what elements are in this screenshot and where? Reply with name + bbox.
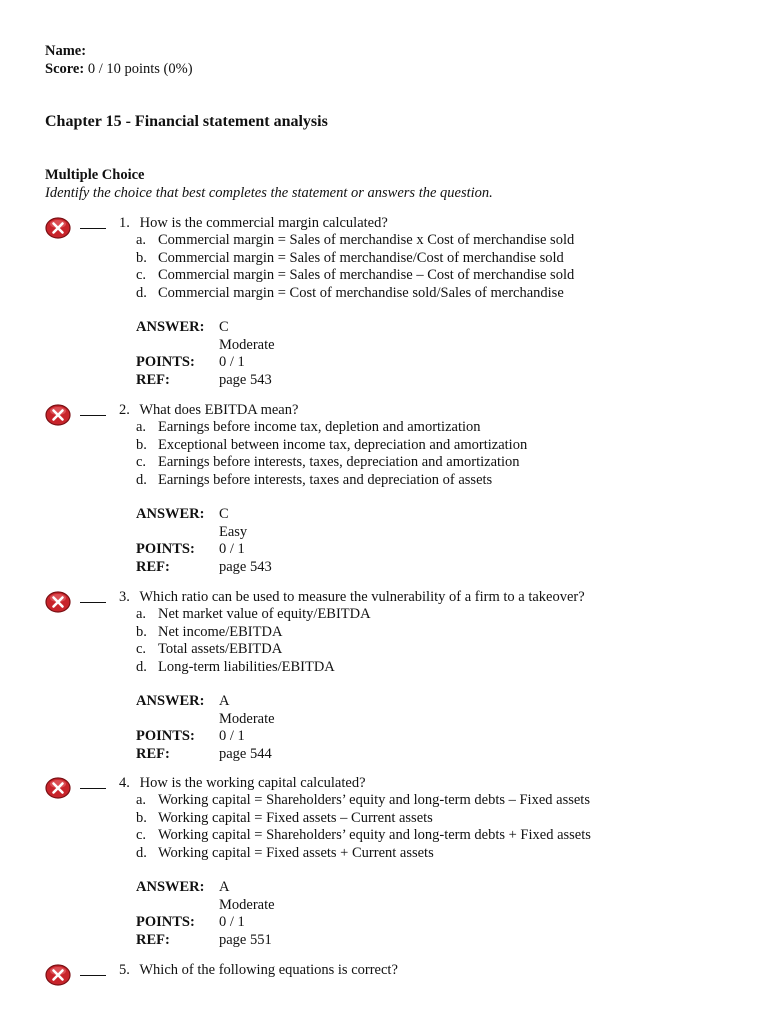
- question-number: 4.: [119, 775, 130, 791]
- choice-d: d. Commercial margin = Cost of merchandise sold/Sales of merchandise: [136, 284, 564, 301]
- answer-details: [136, 879, 275, 949]
- incorrect-icon: [45, 777, 71, 799]
- question-text: How is the working capital calculated?: [139, 775, 366, 791]
- ref-value: page 543: [219, 371, 272, 388]
- score-label: Score:: [45, 61, 85, 77]
- answer-value: A: [219, 693, 230, 709]
- ref-value: page 551: [219, 931, 272, 948]
- incorrect-icon: [45, 217, 71, 239]
- answer-value: C: [219, 506, 229, 522]
- answer-value: C: [219, 319, 229, 335]
- points-value: 0 / 1: [219, 914, 245, 930]
- answer-label: ANSWER:: [136, 879, 205, 895]
- question-text: What does EBITDA mean?: [139, 402, 299, 418]
- choice-list: [136, 419, 527, 489]
- ref-label: REF:: [136, 558, 170, 575]
- choice-b: b. Net income/EBITDA: [136, 623, 283, 640]
- choice-a: a. Working capital = Shareholders’ equity and long-term debts – Fixed assets: [136, 792, 590, 808]
- points-value: 0 / 1: [219, 728, 245, 744]
- ref-label: REF:: [136, 371, 170, 388]
- question-number: 5.: [119, 962, 130, 978]
- answer-details: [136, 693, 275, 763]
- incorrect-icon: [45, 964, 71, 986]
- answer-value: A: [219, 879, 230, 895]
- ref-label: REF:: [136, 931, 170, 948]
- points-label: POINTS:: [136, 354, 195, 370]
- question-number: 2.: [119, 402, 130, 418]
- choice-d: d. Earnings before interests, taxes and depreciation of assets: [136, 471, 493, 488]
- points-label: POINTS:: [136, 541, 195, 557]
- choice-c: c. Earnings before interests, taxes, depreciation and amortization: [136, 454, 520, 470]
- points-value: 0 / 1: [219, 354, 245, 370]
- choice-c: c. Commercial margin = Sales of merchandise – Cost of merchandise sold: [136, 267, 575, 283]
- choice-b: b. Working capital = Fixed assets – Current assets: [136, 809, 433, 826]
- incorrect-icon: [45, 591, 71, 613]
- choice-b: b. Commercial margin = Sales of merchandise/Cost of merchandise sold: [136, 249, 564, 266]
- choice-a: a. Net market value of equity/EBITDA: [136, 606, 371, 622]
- choice-list: [136, 606, 371, 676]
- question-text: How is the commercial margin calculated?: [139, 215, 388, 231]
- answer-blank[interactable]: [80, 774, 106, 789]
- choice-list: [136, 232, 574, 302]
- name-label: Name:: [45, 43, 87, 59]
- incorrect-icon: [45, 404, 71, 426]
- score-value: 0 / 10 points (0%): [87, 61, 193, 77]
- answer-details: [136, 319, 275, 389]
- difficulty-value: Moderate: [219, 896, 275, 913]
- choice-d: d. Long-term liabilities/EBITDA: [136, 658, 335, 675]
- difficulty-value: Moderate: [219, 710, 275, 727]
- choice-list: [136, 792, 591, 862]
- section-title: Multiple Choice: [45, 167, 145, 183]
- answer-blank[interactable]: [80, 401, 106, 416]
- ref-label: REF:: [136, 745, 170, 762]
- points-value: 0 / 1: [219, 541, 245, 557]
- answer-blank[interactable]: [80, 961, 106, 976]
- question-number: 3.: [119, 589, 130, 605]
- quiz-header: [45, 42, 193, 78]
- ref-value: page 543: [219, 558, 272, 575]
- question-text: Which of the following equations is correct?: [139, 962, 398, 978]
- answer-blank[interactable]: [80, 214, 106, 229]
- answer-label: ANSWER:: [136, 319, 205, 335]
- chapter-title: Chapter 15 - Financial statement analysis: [45, 113, 328, 130]
- choice-d: d. Working capital = Fixed assets + Current assets: [136, 844, 434, 861]
- answer-blank[interactable]: [80, 588, 106, 603]
- points-label: POINTS:: [136, 914, 195, 930]
- choice-a: a. Earnings before income tax, depletion and amortization: [136, 419, 481, 435]
- points-label: POINTS:: [136, 728, 195, 744]
- answer-details: [136, 506, 272, 576]
- choice-c: c. Total assets/EBITDA: [136, 641, 283, 657]
- choice-b: b. Exceptional between income tax, depreciation and amortization: [136, 436, 528, 453]
- question-number: 1.: [119, 215, 130, 231]
- difficulty-value: Moderate: [219, 336, 275, 353]
- section-instructions: Identify the choice that best completes the statement or answers the question.: [45, 185, 493, 201]
- choice-c: c. Working capital = Shareholders’ equity and long-term debts + Fixed assets: [136, 827, 591, 843]
- answer-label: ANSWER:: [136, 506, 205, 522]
- question-text: Which ratio can be used to measure the vulnerability of a firm to a takeover?: [139, 589, 585, 605]
- answer-label: ANSWER:: [136, 693, 205, 709]
- difficulty-value: Easy: [219, 523, 248, 540]
- ref-value: page 544: [219, 745, 272, 762]
- choice-a: a. Commercial margin = Sales of merchandise x Cost of merchandise sold: [136, 232, 575, 248]
